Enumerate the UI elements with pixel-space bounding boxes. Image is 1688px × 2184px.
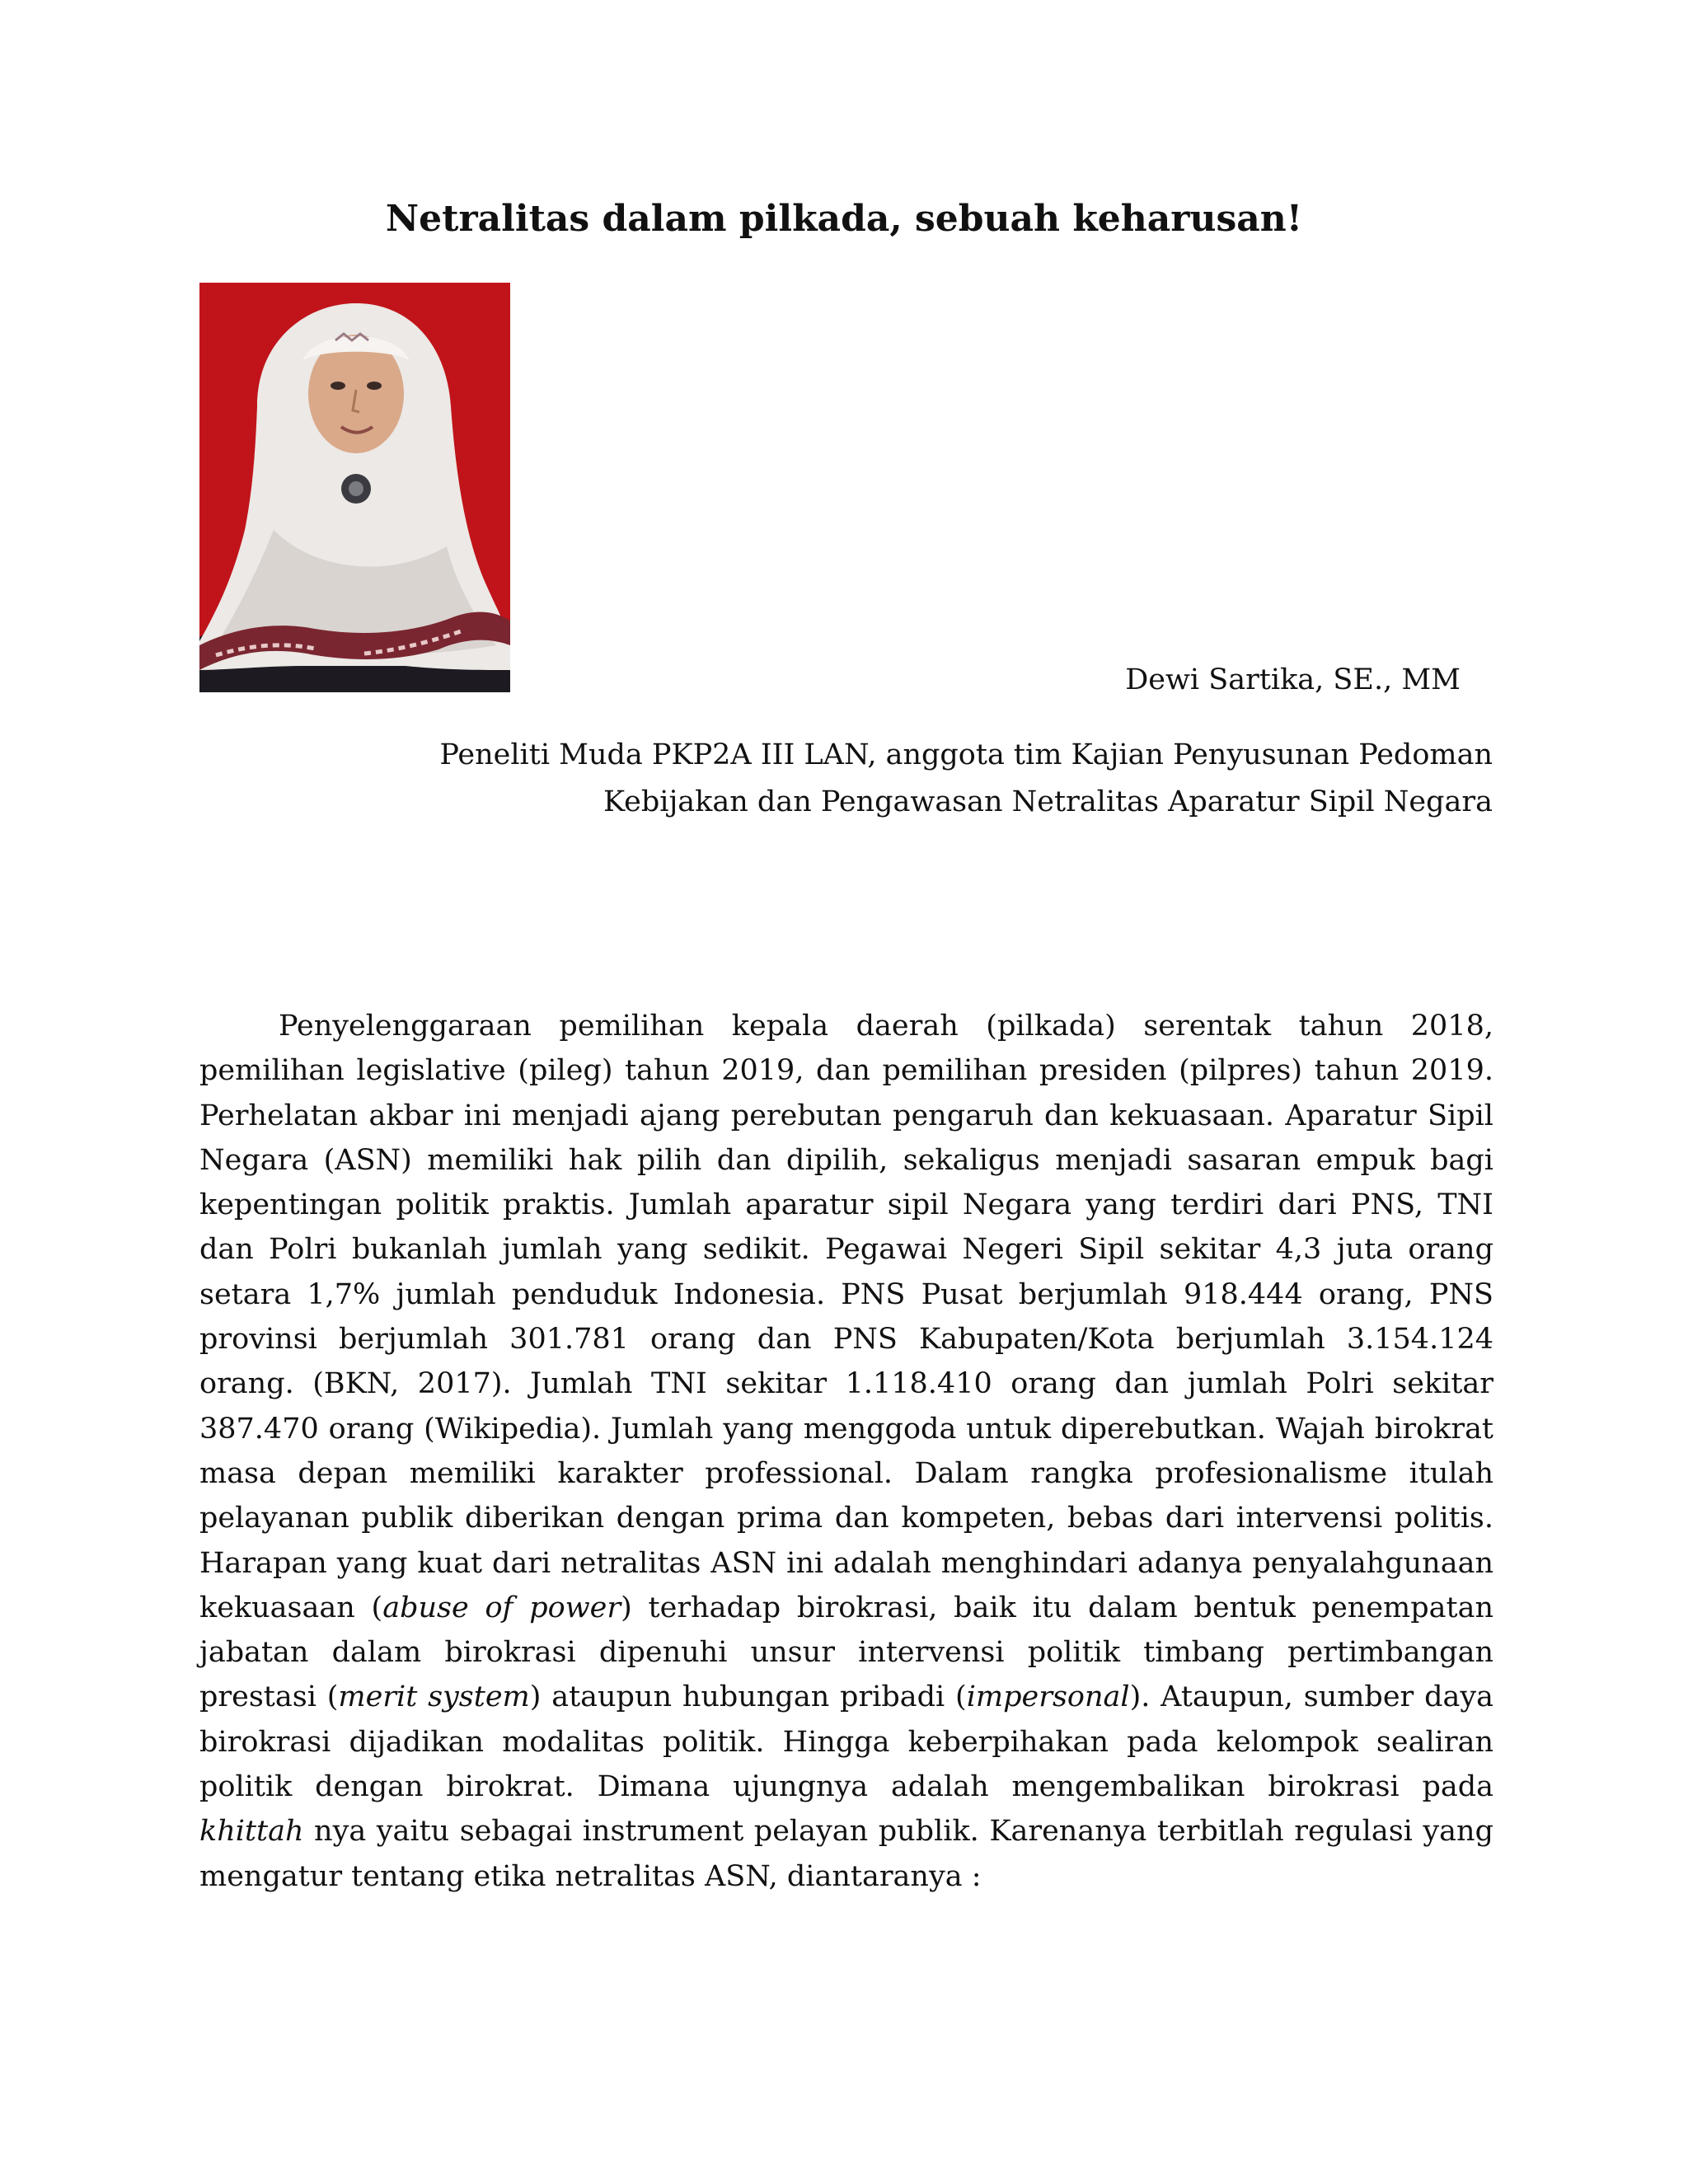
body-italic-term: khittah xyxy=(199,1815,304,1849)
body-italic-term: impersonal xyxy=(966,1680,1130,1714)
author-portrait-icon xyxy=(199,283,510,692)
affiliation-line: Kebijakan dan Pengawasan Netralitas Aparatur Sipil Negara xyxy=(603,785,1493,818)
author-photo xyxy=(199,283,510,692)
body-text-segment: nya yaitu sebagai instrument pelayan publik. Karenanya terbitlah regulasi yang mengatur tentang etika netralitas ASN, diantaranya : xyxy=(199,1815,1493,1893)
author-affiliation xyxy=(256,732,1493,826)
body-italic-term: abuse of power xyxy=(382,1591,621,1624)
body-text-segment: ) terhadap birokrasi, baik itu dalam bentuk penempatan jabatan dalam birokrasi dipenuhi unsur intervensi politik timbang pertimbangan prestasi ( xyxy=(199,1591,1493,1714)
article-title: Netralitas dalam pilkada, sebuah keharusan! xyxy=(385,198,1303,240)
body-italic-term: merit system xyxy=(338,1680,530,1714)
body-text-segment: ). Ataupun, sumber daya birokrasi dijadikan modalitas politik. Hingga keberpihakan pada kelompok sealiran politik dengan birokrat. Dimana ujungnya adalah mengembalikan birokrasi pada xyxy=(199,1680,1494,1804)
author-name: Dewi Sartika, SE., MM xyxy=(1125,663,1461,696)
body-paragraph xyxy=(199,1004,1493,1899)
body-text-segment: ) ataupun hubungan pribadi ( xyxy=(529,1680,967,1714)
body-text-segment: Penyelenggaraan pemilihan kepala daerah (pilkada) serentak tahun 2018, pemilihan legislative (pileg) tahun 2019, dan pemilihan presiden (pilpres) tahun 2019. Perhelatan akbar ini menjadi ajang perebutan pengaruh dan kekuasaan. Aparatur Sipil Negara (ASN) memiliki hak pilih dan dipilih, sekaligus menjadi sasaran empuk bagi kepentingan politik praktis. Jumlah aparatur sipil Negara yang terdiri dari PNS, TNI dan Polri bukanlah jumlah yang sedikit. Pegawai Negeri Sipil sekitar 4,3 juta orang setara 1,7% jumlah penduduk Indonesia. PNS Pusat berjumlah 918.444 orang, PNS provinsi berjumlah 301.781 orang dan PNS Kabupaten/Kota berjumlah 3.154.124 orang. (BKN, 2017). Jumlah TNI sekitar 1.118.410 orang dan jumlah Polri sekitar 387.470 orang (Wikipedia). Jumlah yang menggoda untuk diperebutkan. Wajah birokrat masa depan memiliki karakter professional. Dalam rangka profesionalisme itulah pelayanan publik diberikan dengan prima dan kompeten, bebas dari intervensi politis. Harapan yang kuat dari netralitas ASN ini adalah menghindari adanya penyalahgunaan kekuasaan ( xyxy=(199,1010,1493,1624)
affiliation-line: Peneliti Muda PKP2A III LAN, anggota tim Kajian Penyusunan Pedoman xyxy=(439,738,1493,771)
